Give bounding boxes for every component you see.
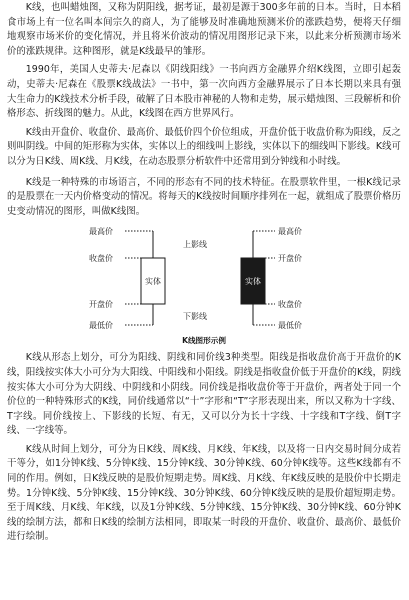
k-line-diagram — [7, 225, 401, 333]
paragraph-market-language: K线是一种特殊的市场语言，不同的形态有不同的技术特征。在股票软件里，一根K线记录的是股票在一天内价格变动的情况。将每天的K线按时间顺序排列在一起，就组成了股票价格历史变动情况的图形，叫做K线图。 — [7, 176, 401, 217]
upper-shadow-label: 上影线 — [183, 240, 207, 250]
yin-open-label: 开盘价 — [278, 254, 302, 264]
paragraph-history: 1990年，美国人史蒂夫·尼森以《阴线阳线》一书向西方金融界介绍K线图，立即引起轰动，史蒂夫·尼森在《股票K线战法》一书中，第一次向西方金融界展示了日本长期以来具有强大生命力的K线技术分析手段，破解了日本股市神秘的人物和走势，展示蜡烛图、三段解析和价格形态、折线图的魅力。从此，K线图在西方世界风行。 — [7, 64, 401, 120]
yang-candle — [89, 226, 165, 330]
k-line-figure — [7, 225, 401, 333]
yang-open-label: 开盘价 — [89, 300, 113, 310]
lower-shadow-label: 下影线 — [183, 312, 207, 322]
paragraph-composition: K线由开盘价、收盘价、最高价、最低价四个价位组成，开盘价低于收盘价称为阳线，反之则叫阴线。中间的矩形称为实体，实体以上的细线叫上影线，实体以下的细线叫下影线。K线可以分为日K线、周K线、月K线，在动态股票分析软件中还常用到分钟线和小时线。 — [7, 126, 401, 167]
yin-body-label: 实体 — [245, 277, 261, 287]
yin-high-label: 最高价 — [278, 227, 302, 237]
paragraph-shape-types: K线从形态上划分，可分为阳线、阴线和同价线3种类型。阳线是指收盘价高于开盘价的K线，阳线按实体大小可分为大阳线、中阳线和小阳线。阴线是指收盘价低于开盘价的K线，阴线按实体大小可分为大阴线、中阴线和小阴线。同价线是指收盘价等于开盘价，两者处于同一个价位的一种特殊形式的K线，同价线通常以“十”字形和“T”字形表现出来，所以又称为十字线、T字线。同价线按上、下影线的长短、有无，又可以分为长十字线、十字线和T字线、倒T字线、一字线等。 — [7, 352, 401, 437]
yin-candle — [241, 226, 302, 330]
yin-low-label: 最低价 — [278, 321, 302, 331]
yang-close-label: 收盘价 — [89, 254, 113, 264]
paragraph-time-types: K线从时间上划分，可分为日K线、周K线、月K线、年K线，以及将一日内交易时间分成若干等分，如1分钟K线、5分钟K线、15分钟K线、30分钟K线、60分钟K线等。这些K线都有不同的作用。例如，日K线反映的是股价短期走势。周K线、月K线、年K线反映的是股价中长期走势。1分钟K线、5分钟K线、15分钟K线、30分钟K线、60分钟K线反映的是股价超短期走势。至于周K线、月K线、年K线，以及1分钟K线、5分钟K线、15分钟K线、30分钟K线、60分钟K线的绘制方法，都和日K线的绘制方法相同，即取某一时段的开盘价、收盘价、最高价、最低价进行绘制。 — [7, 443, 401, 543]
paragraph-origin: K线，也叫蜡烛图，又称为阴阳线，据考证，最初是源于300多年前的日本。当时，日本稻食市场上有一位名叫本间宗久的商人，为了能够及时准确地预测米价的涨跌趋势，便将天仔细地观察市场米价的变化情况，并且将米价波动的情况用图形记录下来，以此来分析预测市场米价的涨跌规律。这种图形，就是K线最早的雏形。 — [7, 2, 401, 57]
yin-close-label: 收盘价 — [278, 300, 302, 310]
yang-high-label: 最高价 — [89, 227, 113, 237]
yang-low-label: 最低价 — [89, 321, 113, 331]
figure-caption: K线图形示例 — [182, 336, 226, 346]
yang-body-label: 实体 — [145, 277, 161, 287]
